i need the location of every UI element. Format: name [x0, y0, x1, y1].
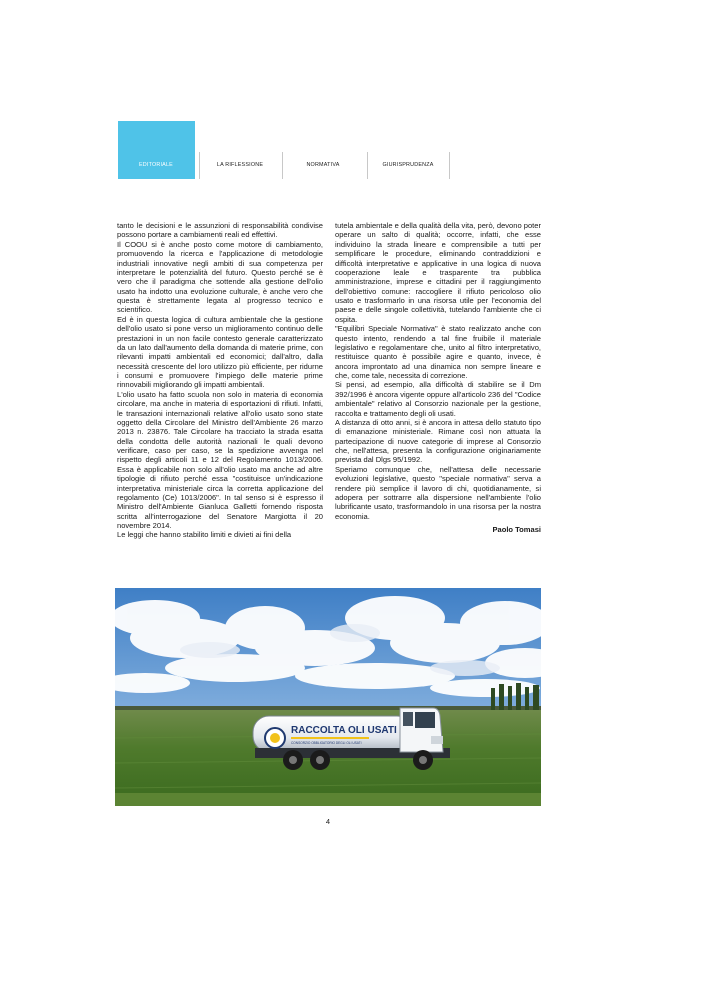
tab-editoriale[interactable]: EDITORIALE [139, 162, 173, 168]
tab-giurisprudenza[interactable]: GIURISPRUDENZA [382, 162, 434, 168]
truck-sub-lettering: CONSORZIO OBBLIGATORIO DEGLI OLI USATI [291, 741, 362, 745]
paragraph: A distanza di otto anni, si è ancora in attesa dello statuto tipo di emanazione ministeriale. Rimane così non attuata la partecipazione di nuove categorie di imprese al Consorzio che, nell'attesa, presenta la configurazione originariamente prevista dal Dlgs 95/1992. [335, 417, 541, 465]
oil-collection-truck-photo [115, 588, 541, 806]
tab-normativa[interactable]: NORMATIVA [306, 162, 340, 168]
paragraph: Le leggi che hanno stabilito limiti e divieti ai fini della [117, 530, 292, 540]
tab-divider [449, 152, 450, 179]
paragraph: Ed è in questa logica di cultura ambientale che la gestione dell'olio usato si pone verso un miglioramento continuo delle prestazioni in un non facile contesto generale caratterizzato da un lato dall'aumento della domanda di materie prime, con rilevanti impatti ambientali ed economici; dall'altro, dalla necessità crescente del loro utilizzo più efficiente, per ridurne i consumi e promuovere l'impiego delle materie prime rinnovabili migliorando gli impatti ambientali. [117, 314, 323, 390]
author-signature: Paolo Tomasi [492, 525, 541, 534]
paragraph: Il COOU si è anche posto come motore di cambiamento, promuovendo la ricerca e l'applicazione di metodologie industriali innovative negli ambiti di sua competenza per interpretare le potenzialità del futuro. Questo perché se è vero che il paradigma che sottende alla gestione dell'olio usato ha indotto una evoluzione culturale, è anche vero che questa è strettamente legata al progresso tecnico e scientifico. [117, 239, 323, 315]
paragraph: L'olio usato ha fatto scuola non solo in materia di economia circolare, ma anche in materia di esportazioni di rifiuti. Infatti, le transazioni internazionali relative all'olio usato sono state oggetto della Circolare del Ministro dell'Ambiente 26 marzo 2013 n. 23876. Tale Circolare ha tracciato la strada esatta della condotta delle autorità nazionali le quali devono verificare, caso per caso, se la spedizione avvenga nel rispetto degli articoli 11 e 12 del Regolamento 1013/2006. Essa è applicabile non solo all'olio usato ma anche ad altre tipologie di rifiuto perché essa "costituisce un'indicazione interpretativa ministeriale circa la corretta applicazione del regolamento (Ce) 1013/2006". In tal senso si è espresso il Ministro dell'Ambiente Gianluca Galletti fornendo risposta scritta all'interrogazione del Senatore Margiotta il 20 novembre 2014. [117, 389, 323, 530]
paragraph: Speriamo comunque che, nell'attesa delle necessarie evoluzioni legislative, questo "speciale normativa" serva a rendere più semplice il lavoro di chi, quotidianamente, si adopera per sottrarre alla dispersione nell'ambiente l'olio lubrificante usato, trasformandolo in una risorsa per la nostra economia. [335, 464, 541, 521]
section-tab-bar [118, 121, 488, 179]
article-body [117, 221, 541, 581]
paragraph: "Equilibri Speciale Normativa" è stato realizzato anche con questo intento, rendendo a tal fine fruibile il materiale legislativo e regolamentare che, unito al filtro interpretativo, restituisce quanto è possibile agire e quanto, invece, è ancora improntato ad una dinamica non sempre lineare e che, come tale, necessita di correzione. [335, 324, 541, 380]
paragraph: Si pensi, ad esempio, alla difficoltà di stabilire se il Dm 392/1996 è ancora vigente oppure all'articolo 236 del "Codice ambientale" relativo al Consorzio nazionale per la gestione, raccolta e trattamento degli oli usati. [335, 380, 541, 418]
left-column [117, 221, 323, 540]
page-number: 4 [325, 817, 331, 826]
paragraph: tutela ambientale e della qualità della vita, però, devono poter operare un salto di qualità; occorre, infatti, che esse individuino la strada lineare e comprensibile a tutti per semplificare le procedure, eliminando contraddizioni e difficoltà interpretative e applicative in una logica di nuova cooperazione leale e trasparente tra pubblica amministrazione, imprese e cittadini per il raggiungimento dell'obiettivo comune: raccogliere il rifiuto pericoloso olio usato e trasformarlo in una risorsa utile per l'economia del paese e delle singole collettività, tutelando l'ambiente che ci ospita. [335, 221, 541, 324]
right-column [335, 221, 541, 534]
truck-lettering: RACCOLTA OLI USATI [291, 725, 397, 736]
tab-la-riflessione[interactable]: LA RIFLESSIONE [216, 162, 264, 168]
paragraph: tanto le decisioni e le assunzioni di responsabilità condivise possono portare a cambiamenti reali ed effettivi. [117, 221, 323, 240]
